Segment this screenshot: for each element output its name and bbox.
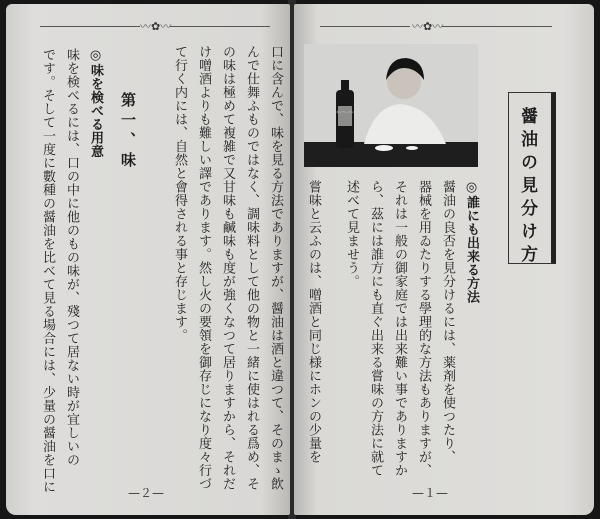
right-col-1: 醤油の良否を見分けるには、薬剤を使つたり、	[440, 180, 455, 464]
right-subheading: ◎誰にも出来る方法	[464, 180, 479, 304]
left-continued-col-5: て行く内には、自然と會得される事と存じます。	[172, 45, 187, 342]
section-title: 第一、味	[119, 92, 137, 172]
page-title: 醤油の見分け方	[517, 107, 537, 268]
bottle-label: キッコーマン	[336, 110, 354, 114]
left-continued-col-3: の味は極めて複雑で又甘味も鹹味も度が強くなつて居りますから、それだ	[220, 45, 235, 491]
ornament-rule-left	[40, 26, 140, 27]
right-col-2: 器械を用ゐたりする學理的な方法もありますが、	[416, 180, 431, 477]
left-subheading: ◎味を検べる用意	[88, 48, 103, 158]
left-col-1: 味を検べるには、口の中に他のもの味が、殘つて居ない時が宜しいの	[64, 48, 79, 467]
ornament-icon: 〰✿〰	[140, 20, 172, 33]
right-col-6: 嘗味と云ふのは、噌酒と同じ様にホンの少量を	[306, 180, 321, 464]
ornament-rule-right	[320, 26, 410, 27]
page-number-right: —１—	[412, 486, 449, 500]
right-col-4: ら、茲には誰方にも直ぐ出来る嘗味の方法に就て	[368, 180, 383, 477]
ornament-rule-right-2	[442, 26, 552, 27]
photo-illustration	[304, 44, 478, 167]
ornament-rule-left-2	[170, 26, 270, 27]
photo-woman-tasting	[304, 44, 478, 167]
right-col-3: それは一般の御家庭では出来難い事でありますか	[392, 180, 407, 477]
left-continued-col-1: 口に含んで、味を見る方法でありますが、醤油は酒と違つて、そのまゝ飲	[268, 45, 283, 491]
page-number-left: —２—	[128, 486, 165, 500]
left-continued-col-4: け噌酒よりも難しい譯であります。然し火の要領を御存じになり度々行づ	[196, 45, 211, 491]
right-col-5: 述べて見ませう。	[344, 180, 359, 288]
left-col-2: です。そして一度に數種の醤油を比べて見る場合には、少量の醤油を口に	[40, 48, 55, 494]
left-continued-col-2: んで仕舞ふものではなく、調味料として他の物と一緒に使はれる爲め、そ	[244, 45, 259, 491]
title-box	[508, 92, 556, 268]
ornament-icon-right: 〰✿〰	[412, 20, 444, 33]
